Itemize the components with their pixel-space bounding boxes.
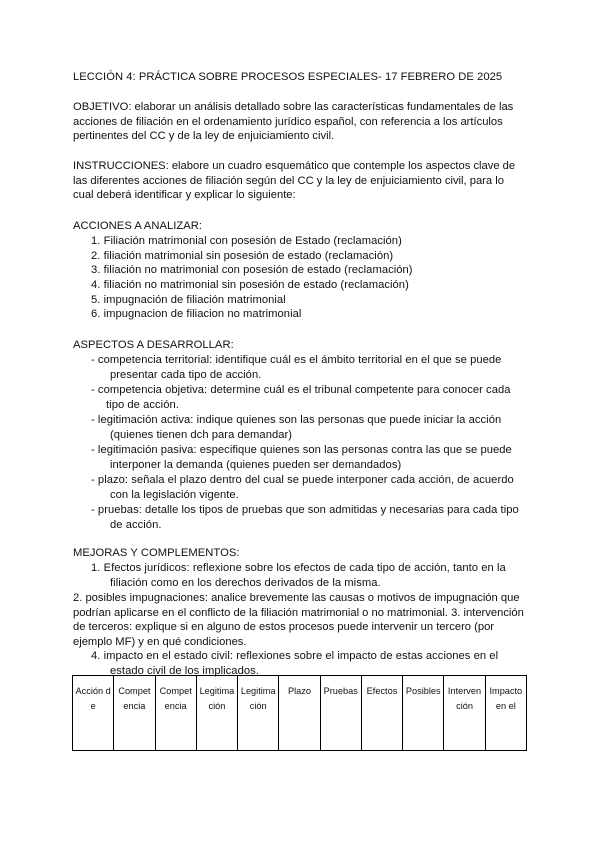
- table-header-row: [73, 676, 527, 751]
- table-header-cell: Competencia: [114, 676, 155, 751]
- list-item-continuation: de acción.: [110, 519, 162, 531]
- improvements-text: 2. posibles impugnaciones: analice brevemente las causas o motivos de impugnación que podrían aplicarse en el conflicto de la filiación matrimonial o no matrimonial. 3. intervención de terceros: explique si en alguno de estos procesos puede intervenir un tercero (por ejemplo MF) y en qué condiciones.: [73, 592, 524, 648]
- analysis-table: [72, 675, 527, 751]
- table-header-cell: Acción de: [73, 676, 114, 751]
- list-item: - legitimación activa: indique quienes son las personas que puede iniciar la acción: [91, 414, 502, 426]
- list-item: - pruebas: detalle los tipos de pruebas que son admitidas y necesarias para cada tipo: [91, 504, 519, 516]
- table-header-cell: Posibles: [403, 676, 444, 751]
- table-header-cell: Plazo: [279, 676, 320, 751]
- list-item-continuation: presentar cada tipo de acción.: [110, 369, 262, 381]
- list-item: 1. Filiación matrimonial con posesión de Estado (reclamación): [91, 235, 402, 247]
- table-header-cell: Pruebas: [320, 676, 361, 751]
- list-item: 4. impacto en el estado civil: reflexiones sobre el impacto de estas acciones en el: [91, 650, 499, 662]
- table-header-cell: Legitimación: [196, 676, 237, 751]
- list-item-continuation: con la legislación vigente.: [110, 489, 239, 501]
- improvements-paragraph: [73, 591, 525, 649]
- list-item: - legitimación pasiva: especifique quienes son las personas contra las que se puede: [91, 444, 512, 456]
- aspects-heading: ASPECTOS A DESARROLLAR:: [73, 339, 234, 351]
- list-item: 4. filiación no matrimonial sin posesión de estado (reclamación): [91, 279, 409, 291]
- list-item-continuation: estado civil de los implicados.: [110, 665, 259, 677]
- instructions-text: INSTRUCCIONES: elabore un cuadro esquemático que contemple los aspectos clave de las diferentes acciones de filiación según del CC y la ley de enjuiciamiento civil, para lo cual deberá identificar y explicar lo siguiente:: [73, 160, 516, 202]
- objective-paragraph: [73, 100, 525, 144]
- list-item: - plazo: señala el plazo dentro del cual se puede interponer cada acción, de acuerdo: [91, 474, 514, 486]
- objective-text: OBJETIVO: elaborar un análisis detallado sobre las características fundamentales de las acciones de filiación en el ordenamiento jurídico español, con referencia a los artículos pertinentes del CC y de la ley de enjuiciamiento civil.: [73, 101, 514, 143]
- list-item: 6. impugnacion de filiacion no matrimonial: [91, 308, 302, 320]
- list-item: - competencia objetiva: determine cuál es el tribunal competente para conocer cada: [91, 384, 511, 396]
- list-item-continuation: (quienes tienen dch para demandar): [110, 429, 293, 441]
- table-header-cell: Legitimación: [238, 676, 279, 751]
- list-item-continuation: tipo de acción.: [106, 399, 179, 411]
- list-item-continuation: interponer la demanda (quienes pueden ser demandados): [110, 459, 402, 471]
- actions-heading: ACCIONES A ANALIZAR:: [73, 220, 203, 232]
- list-item: 3. filiación no matrimonial con posesión de estado (reclamación): [91, 264, 413, 276]
- table-header-cell: Impacto en el: [485, 676, 526, 751]
- list-item: 5. impugnación de filiación matrimonial: [91, 294, 286, 306]
- improvements-heading: MEJORAS Y COMPLEMENTOS:: [73, 547, 240, 559]
- list-item-continuation: filiación como en los derechos derivados de la misma.: [110, 577, 381, 589]
- page-title: LECCIÓN 4: PRÁCTICA SOBRE PROCESOS ESPECIALES- 17 FEBRERO DE 2025: [73, 71, 503, 83]
- instructions-paragraph: [73, 159, 525, 203]
- list-item: 1. Efectos jurídicos: reflexione sobre los efectos de cada tipo de acción, tanto en la: [91, 562, 506, 574]
- table-header-cell: Efectos: [361, 676, 402, 751]
- table-header-cell: Competencia: [155, 676, 196, 751]
- table-header-cell: Intervención: [444, 676, 485, 751]
- list-item: 2. filiación matrimonial sin posesión de estado (reclamación): [91, 250, 394, 262]
- list-item: - competencia territorial: identifique cuál es el ámbito territorial en el que se puede: [91, 354, 502, 366]
